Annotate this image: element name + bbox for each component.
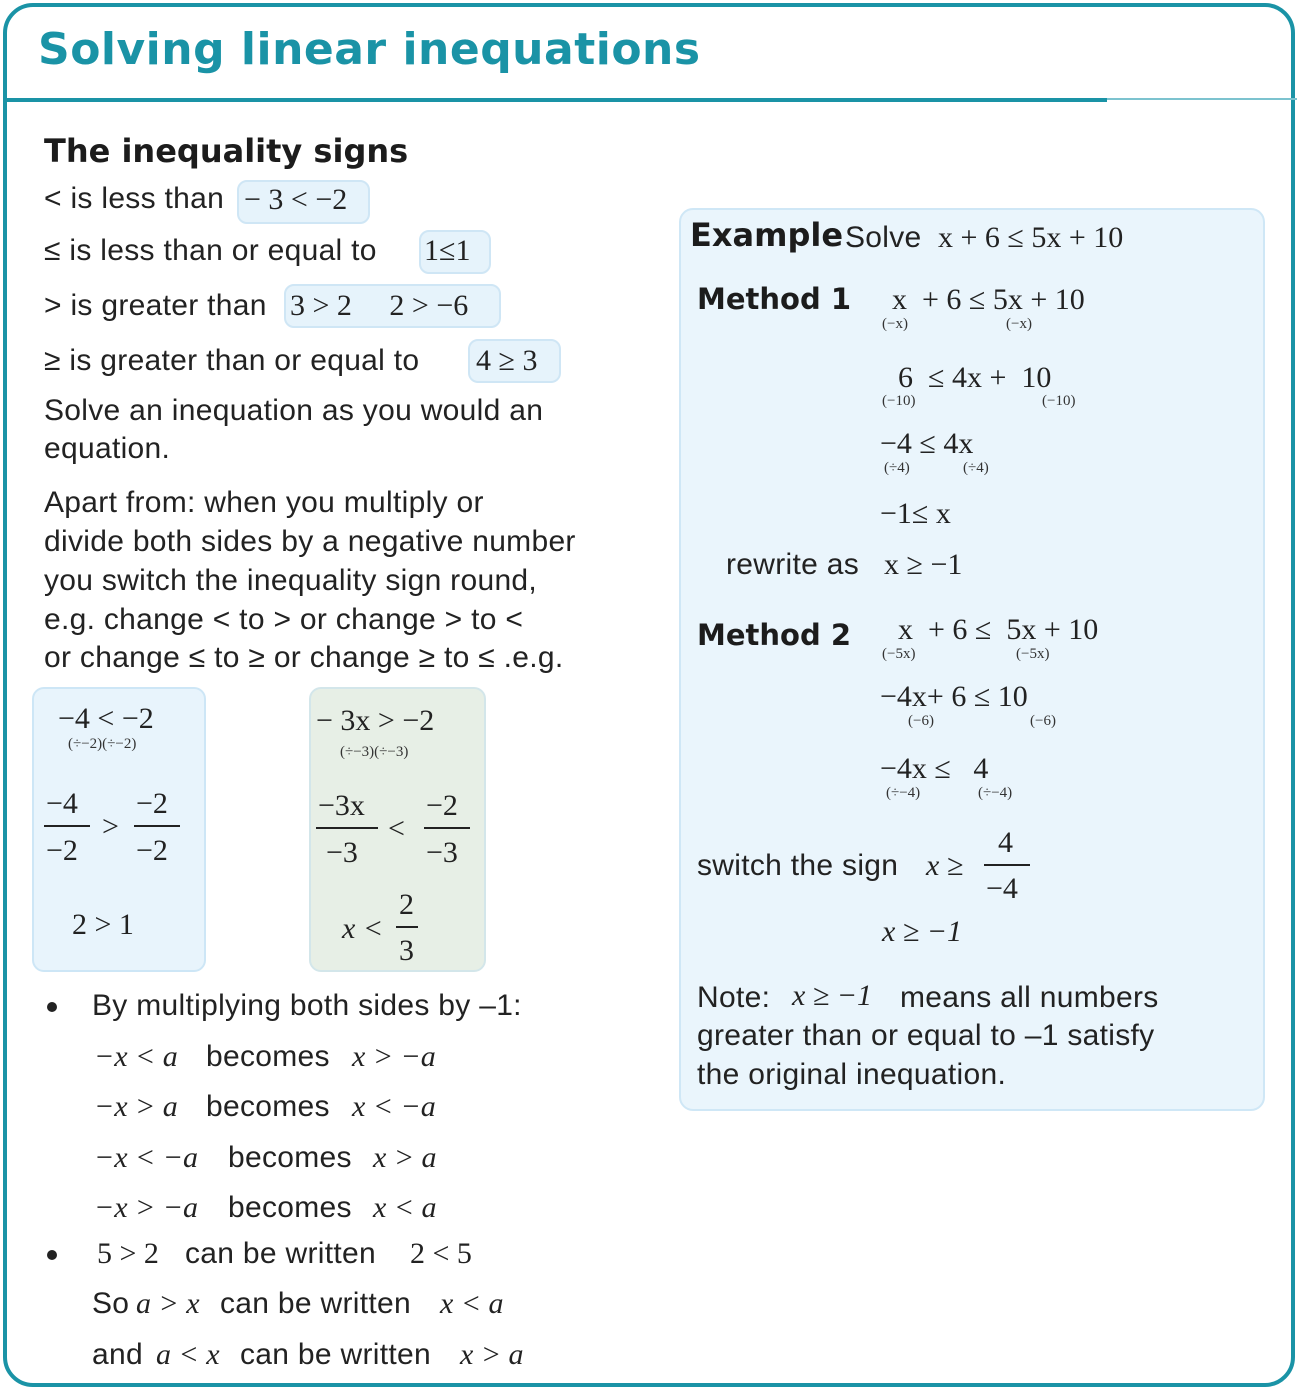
- rule-1-word: becomes: [206, 1040, 330, 1073]
- green-result-bar: [396, 926, 418, 928]
- method-1-rewrite-word: rewrite as: [726, 548, 860, 581]
- rules-bullet-2-rhs: 2 < 5: [410, 1237, 472, 1270]
- method-2-label: Method 2: [697, 618, 851, 652]
- method-1-step-3-op-left: (÷4): [884, 460, 910, 476]
- apart-text-line-5: or change ≤ to ≥ or change ≥ to ≤ .e.g.: [44, 641, 564, 674]
- rule-2-rhs: x < −a: [352, 1090, 436, 1123]
- example-solve-word: Solve: [845, 221, 922, 254]
- green-frac-right-den: −3: [426, 836, 458, 869]
- rule-4-lhs: −x > −a: [94, 1191, 199, 1224]
- rules-bullet-2-lhs: 5 > 2: [97, 1237, 159, 1270]
- bullet-2: [47, 1250, 57, 1260]
- rule-1-rhs: x > −a: [352, 1040, 436, 1073]
- method-1-step-2: 6 ≤ 4x + 10: [898, 361, 1052, 394]
- so-line-mid: can be written: [220, 1287, 411, 1320]
- method-2-step-3: −4x ≤ 4: [880, 752, 989, 785]
- sign-greater-than: > is greater than: [44, 289, 267, 322]
- green-result-num: 2: [399, 888, 414, 921]
- blue-frac-right-bar: [134, 825, 180, 827]
- method-2-step-1-op-right: (−5x): [1016, 646, 1050, 662]
- blue-frac-right-den: −2: [136, 834, 168, 867]
- method-2-step-2-op-left: (−6): [908, 713, 934, 729]
- sign-greater-equal: ≥ is greater than or equal to: [44, 344, 420, 377]
- blue-line-1-operations: (÷−2)(÷−2): [68, 736, 137, 752]
- method-1-step-4: −1≤ x: [880, 497, 951, 530]
- method-2-step-3-op-right: (÷−4): [978, 785, 1013, 801]
- example-greater-than: 3 > 2 2 > −6: [290, 289, 469, 322]
- method-1-step-2-op-right: (−10): [1042, 393, 1076, 409]
- rules-bullet-2-word: can be written: [185, 1237, 376, 1270]
- solve-text-line-1: Solve an inequation as you would an: [44, 394, 544, 427]
- method-2-step-1-op-left: (−5x): [882, 646, 916, 662]
- green-line-1: − 3x > −2: [316, 704, 435, 737]
- note-line-3: the original inequation.: [697, 1058, 1007, 1091]
- green-frac-left-num: −3x: [318, 789, 365, 822]
- method-2-switch-den: −4: [986, 872, 1018, 905]
- example-label: Example: [690, 216, 844, 254]
- bullet-1: [47, 1002, 57, 1012]
- apart-text-line-4: e.g. change < to > or change > to <: [44, 603, 524, 636]
- rule-3-lhs: −x < −a: [94, 1141, 199, 1174]
- note-line-2: greater than or equal to –1 satisfy: [697, 1019, 1155, 1052]
- method-2-final: x ≥ −1: [882, 915, 963, 948]
- green-line-1-operations: (÷−3)(÷−3): [340, 744, 409, 760]
- method-2-step-3-op-left: (÷−4): [886, 785, 921, 801]
- apart-text-line-1: Apart from: when you multiply or: [44, 486, 484, 519]
- rule-3-word: becomes: [228, 1141, 352, 1174]
- sign-less-equal: ≤ is less than or equal to: [44, 234, 377, 267]
- green-frac-left-den: −3: [326, 836, 358, 869]
- method-1-step-3-op-right: (÷4): [963, 460, 989, 476]
- title-divider: [7, 98, 1107, 102]
- example-less-than: − 3 < −2: [244, 183, 348, 216]
- green-frac-right-bar: [424, 827, 470, 829]
- rule-1-lhs: −x < a: [94, 1040, 178, 1073]
- note-eq: x ≥ −1: [792, 979, 873, 1012]
- blue-result: 2 > 1: [72, 908, 134, 941]
- method-1-step-1-op-right: (−x): [1006, 316, 1032, 332]
- blue-frac-left-den: −2: [46, 834, 78, 867]
- apart-text-line-2: divide both sides by a negative number: [44, 525, 576, 558]
- method-1-step-1: x + 6 ≤ 5x + 10: [892, 283, 1085, 316]
- rule-4-rhs: x < a: [373, 1191, 437, 1224]
- rule-4-word: becomes: [228, 1191, 352, 1224]
- example-less-equal: 1≤1: [424, 234, 471, 267]
- so-line-rhs: x < a: [440, 1287, 504, 1320]
- green-result-den: 3: [399, 934, 414, 967]
- blue-line-1: −4 < −2: [58, 702, 154, 735]
- and-line-pre: and: [92, 1338, 143, 1371]
- example-greater-equal: 4 ≥ 3: [476, 344, 538, 377]
- so-line-lhs: a > x: [136, 1287, 200, 1320]
- title-divider-thin: [1107, 98, 1297, 100]
- solve-text-line-2: equation.: [44, 432, 171, 465]
- and-line-mid: can be written: [240, 1338, 431, 1371]
- blue-frac-relation: >: [102, 810, 119, 843]
- note-pre: Note:: [697, 981, 771, 1014]
- method-2-step-2: −4x+ 6 ≤ 10: [880, 680, 1028, 713]
- method-1-step-1-op-left: (−x): [882, 316, 908, 332]
- and-line-rhs: x > a: [460, 1338, 524, 1371]
- method-2-switch-bar: [984, 864, 1030, 866]
- method-2-switch-num: 4: [998, 826, 1013, 859]
- method-2-switch-lhs: x ≥: [926, 849, 964, 882]
- and-line-lhs: a < x: [156, 1338, 220, 1371]
- so-line-pre: So: [92, 1287, 130, 1320]
- blue-frac-left-num: −4: [46, 787, 78, 820]
- note-line-1-rest: means all numbers: [900, 981, 1159, 1014]
- method-1-step-2-op-left: (−10): [882, 393, 916, 409]
- method-2-step-1: x + 6 ≤ 5x + 10: [898, 613, 1099, 646]
- method-2-switch-word: switch the sign: [697, 849, 899, 882]
- rule-3-rhs: x > a: [373, 1141, 437, 1174]
- green-frac-relation: <: [388, 812, 405, 845]
- section-heading-signs: The inequality signs: [44, 132, 409, 170]
- rules-bullet-1: By multiplying both sides by –1:: [92, 989, 522, 1022]
- method-1-label: Method 1: [697, 282, 851, 316]
- blue-frac-left-bar: [44, 825, 90, 827]
- example-box: [679, 208, 1265, 1111]
- green-frac-left-bar: [316, 827, 378, 829]
- sign-less-than: < is less than: [44, 182, 225, 215]
- green-result-lhs: x <: [342, 912, 384, 945]
- method-1-step-3: −4 ≤ 4x: [880, 427, 974, 460]
- green-frac-right-num: −2: [426, 789, 458, 822]
- rule-2-lhs: −x > a: [94, 1090, 178, 1123]
- rule-2-word: becomes: [206, 1090, 330, 1123]
- blue-frac-right-num: −2: [136, 787, 168, 820]
- page-title: Solving linear inequations: [38, 24, 701, 75]
- apart-text-line-3: you switch the inequality sign round,: [44, 564, 538, 597]
- example-equation: x + 6 ≤ 5x + 10: [938, 221, 1124, 254]
- method-2-step-2-op-right: (−6): [1030, 713, 1056, 729]
- method-1-rewrite-eq: x ≥ −1: [884, 548, 963, 581]
